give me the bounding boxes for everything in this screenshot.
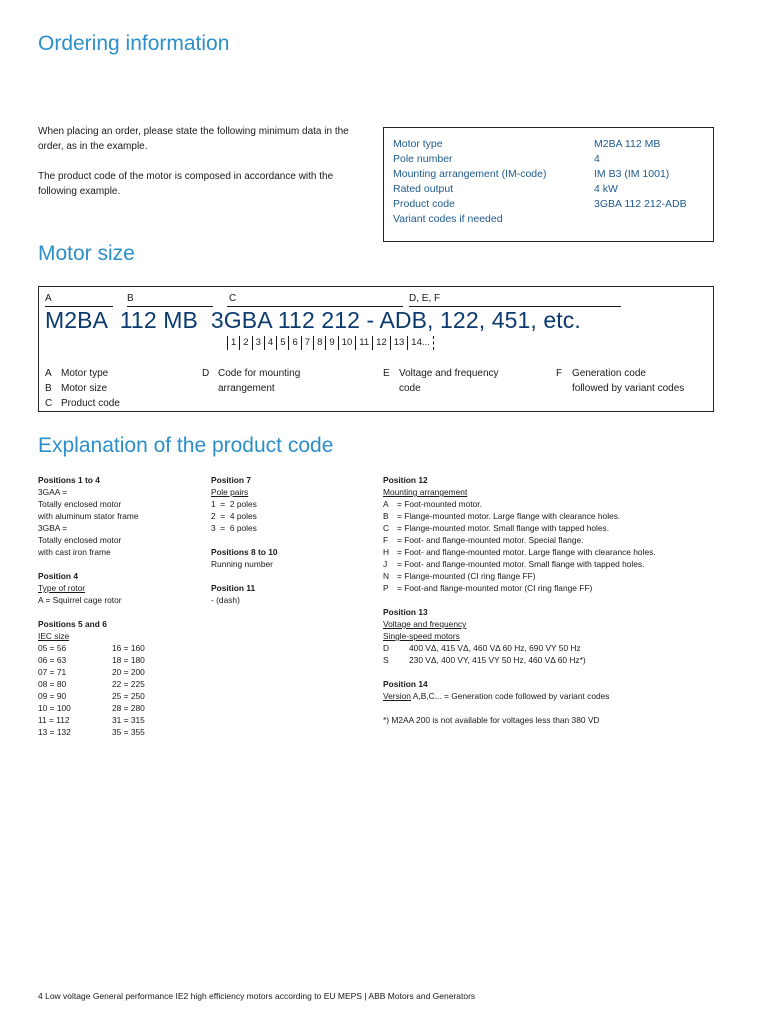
intro-text	[38, 124, 358, 214]
footnote: *) M2AA 200 is not available for voltages less than 380 VD	[383, 715, 600, 725]
position-14-version: Version	[383, 691, 411, 701]
mounting-row	[383, 498, 723, 510]
iec-size: 25 = 250	[112, 691, 145, 701]
iec-size: 07 = 71	[38, 667, 67, 677]
iec-size: 09 = 90	[38, 691, 67, 701]
positions-1-4-line: with aluminum stator frame	[38, 511, 139, 521]
positions-5-6-subtitle: IEC size	[38, 631, 70, 641]
voltage-code: D	[383, 643, 390, 653]
position-digit: 11	[355, 336, 372, 350]
segment-letter-b: B	[127, 293, 134, 304]
position-14-title: Position 14	[383, 679, 428, 689]
position-11-title: Position 11	[211, 583, 256, 593]
iec-size: 05 = 56	[38, 643, 67, 653]
position-13-subtitle-2: Single-speed motors	[383, 631, 460, 641]
mounting-code: F	[383, 535, 389, 545]
position-4-line: A = Squirrel cage rotor	[38, 595, 122, 605]
legend-value: Voltage and frequency	[399, 368, 499, 379]
mounting-code: P	[383, 583, 389, 593]
example-label: Mounting arrangement (IM-code)	[393, 168, 547, 180]
product-code-example: M2BA 112 MB 3GBA 112 212 - ADB, 122, 451, etc.	[45, 307, 581, 333]
legend-key: A	[45, 368, 52, 379]
position-4-title: Position 4	[38, 571, 79, 581]
position-digit: 9	[325, 336, 337, 350]
iec-size: 16 = 160	[112, 643, 145, 653]
iec-size-row	[38, 666, 203, 678]
example-value: 4 kW	[594, 183, 618, 195]
legend-key: B	[45, 383, 52, 394]
legend-value: Code for mounting	[218, 368, 301, 379]
position-digit: 4	[264, 336, 276, 350]
position-4-subtitle: Type of rotor	[38, 583, 86, 593]
example-label: Rated output	[393, 183, 454, 195]
mounting-desc: = Foot- and flange-mounted motor. Small flange with tapped holes.	[397, 559, 645, 569]
iec-size-row	[38, 654, 203, 666]
legend-value: arrangement	[218, 383, 275, 394]
iec-size: 28 = 280	[112, 703, 145, 713]
positions-1-4-line: 3GAA =	[38, 487, 68, 497]
position-12-subtitle: Mounting arrangement	[383, 487, 468, 497]
mounting-code: C	[383, 523, 390, 533]
mounting-code: J	[383, 559, 388, 569]
positions-1-4-line: Totally enclosed motor	[38, 535, 122, 545]
iec-size: 20 = 200	[112, 667, 145, 677]
iec-size: 11 = 112	[38, 715, 70, 725]
iec-size: 13 = 132	[38, 727, 71, 737]
example-label: Product code	[393, 198, 455, 210]
example-value: 3GBA 112 212-ADB	[594, 198, 687, 210]
mounting-row	[383, 582, 723, 594]
position-7-line: 3 = 6 poles	[211, 523, 257, 533]
position-digit: 13	[390, 336, 408, 350]
positions-5-6-title: Positions 5 and 6	[38, 619, 107, 629]
page-title: Ordering information	[38, 32, 230, 55]
iec-size-row	[38, 642, 203, 654]
position-14-text: A,B,C... = Generation code followed by variant codes	[410, 691, 610, 701]
mounting-code: A	[383, 499, 389, 509]
position-digit: 1	[227, 336, 239, 350]
segment-letter-def: D, E, F	[409, 293, 441, 304]
position-digits	[227, 336, 434, 350]
mounting-row	[383, 522, 723, 534]
iec-size: 10 = 100	[38, 703, 71, 713]
mounting-row	[383, 546, 723, 558]
explanation-column-1	[38, 474, 203, 738]
legend-key: E	[383, 368, 390, 379]
legend-value: code	[399, 383, 421, 394]
mounting-desc: = Flange-mounted (CI ring flange FF)	[397, 571, 536, 581]
mounting-code: H	[383, 547, 390, 557]
legend-value: Motor size	[61, 383, 108, 394]
mounting-row	[383, 510, 723, 522]
voltage-desc: 400 VΔ, 415 VΔ, 460 VΔ 60 Hz, 690 VY 50 Hz	[409, 643, 581, 653]
position-digit: 14...	[407, 336, 434, 350]
position-11-line: - (dash)	[211, 595, 240, 605]
iec-size: 31 = 315	[112, 715, 145, 725]
position-digit: 3	[252, 336, 264, 350]
mounting-code: B	[383, 511, 389, 521]
position-digit: 10	[338, 336, 356, 350]
legend-value: Motor type	[61, 368, 109, 379]
mounting-desc: = Foot-mounted motor.	[397, 499, 482, 509]
position-digit: 12	[372, 336, 390, 350]
mounting-desc: = Foot- and flange-mounted motor. Large flange with clearance holes.	[397, 547, 656, 557]
iec-size-row	[38, 690, 203, 702]
legend-value: Generation code	[572, 368, 646, 379]
order-example-box	[383, 127, 714, 242]
iec-size-row	[38, 702, 203, 714]
intro-paragraph-1: When placing an order, please state the following minimum data in the order, as in the example.	[38, 126, 349, 152]
iec-size-row	[38, 726, 203, 738]
mounting-desc: = Foot-and flange-mounted motor (CI ring flange FF)	[397, 583, 593, 593]
mounting-row	[383, 570, 723, 582]
positions-8-10-title: Positions 8 to 10	[211, 547, 278, 557]
position-7-line: 2 = 4 poles	[211, 511, 257, 521]
positions-1-4-title: Positions 1 to 4	[38, 475, 100, 485]
explanation-column-2	[211, 474, 376, 606]
voltage-row	[383, 654, 723, 666]
mounting-row	[383, 534, 723, 546]
page-footer: 4 Low voltage General performance IE2 high efficiency motors according to EU MEPS | ABB Motors and Generators	[38, 991, 476, 1001]
position-digit: 2	[239, 336, 251, 350]
position-digit: 7	[301, 336, 313, 350]
example-label: Motor type	[393, 138, 443, 150]
example-value: IM B3 (IM 1001)	[594, 168, 670, 180]
position-14-line	[383, 690, 723, 702]
mounting-desc: = Flange-mounted motor. Large flange with clearance holes.	[397, 511, 621, 521]
iec-size: 08 = 80	[38, 679, 67, 689]
voltage-desc: 230 VΔ, 400 VY, 415 VY 50 Hz, 460 VΔ 60 Hz*)	[409, 655, 586, 665]
positions-1-4-line: with cast iron frame	[38, 547, 111, 557]
position-digit: 8	[313, 336, 325, 350]
example-label: Pole number	[393, 153, 453, 165]
positions-1-4-line: 3GBA =	[38, 523, 68, 533]
voltage-code: S	[383, 655, 389, 665]
positions-8-10-line: Running number	[211, 559, 273, 569]
segment-letter-a: A	[45, 293, 52, 304]
legend-value: Product code	[61, 398, 120, 409]
position-13-title: Position 13	[383, 607, 428, 617]
position-7-line: 1 = 2 poles	[211, 499, 257, 509]
legend-value: followed by variant codes	[572, 383, 685, 394]
mounting-desc: = Flange-mounted motor. Small flange with tapped holes.	[397, 523, 610, 533]
intro-paragraph-2: The product code of the motor is composed in accordance with the following example.	[38, 171, 334, 197]
legend-key: F	[556, 368, 563, 379]
explanation-column-3	[383, 474, 723, 726]
legend-key: C	[45, 398, 53, 409]
example-value: M2BA 112 MB	[594, 138, 661, 150]
mounting-desc: = Foot- and flange-mounted motor. Special flange.	[397, 535, 584, 545]
position-12-title: Position 12	[383, 475, 428, 485]
motor-size-box	[38, 286, 714, 412]
example-label: Variant codes if needed	[393, 213, 503, 225]
iec-size: 06 = 63	[38, 655, 67, 665]
explanation-heading: Explanation of the product code	[38, 434, 334, 457]
iec-size: 22 = 225	[112, 679, 145, 689]
example-value: 4	[594, 153, 600, 165]
iec-size-row	[38, 714, 203, 726]
iec-size: 18 = 180	[112, 655, 145, 665]
legend-key: D	[202, 368, 210, 379]
position-digit: 5	[276, 336, 288, 350]
position-7-subtitle: Pole pairs	[211, 487, 249, 497]
mounting-row	[383, 558, 723, 570]
positions-1-4-line: Totally enclosed motor	[38, 499, 122, 509]
position-7-title: Position 7	[211, 475, 252, 485]
voltage-row	[383, 642, 723, 654]
iec-size: 35 = 355	[112, 727, 145, 737]
iec-size-row	[38, 678, 203, 690]
position-digit: 6	[288, 336, 300, 350]
position-13-subtitle: Voltage and frequency	[383, 619, 467, 629]
mounting-code: N	[383, 571, 390, 581]
segment-letter-c: C	[229, 293, 237, 304]
motor-size-heading: Motor size	[38, 242, 135, 265]
